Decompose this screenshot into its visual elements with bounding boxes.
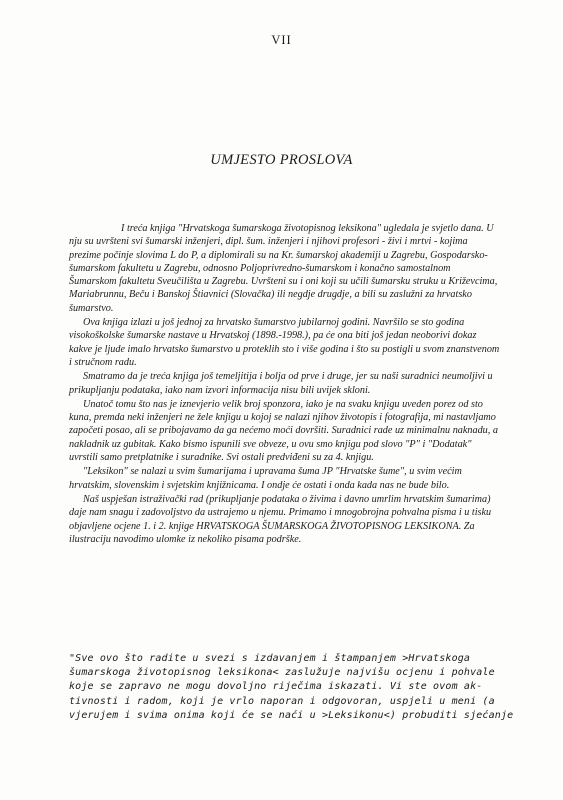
paragraph: "Leksikon" se nalazi u svim šumarijama i upravama šuma JP "Hrvatske šume", u svim većim hrvatskim, slovenskim i svjetskim knjižnicama. I ondje će ostati i onda kada nas ne bude bilo. — [69, 466, 462, 491]
page-title: UMJESTO PROSLOVA — [210, 152, 353, 168]
foreword-body — [69, 222, 500, 547]
paragraph: Smatramo da je treća knjiga još temeljitija i bolja od prve i druge, jer su naši suradnici neumoljivi u prikupljanju podataka, iako nam izvori informacija nisu bili uvijek skloni. — [69, 371, 493, 396]
paragraph: I treća knjiga "Hrvatskoga šumarskoga životopisnog leksikona" ugledala je svjetlo dana. U nju su uvršteni svi šumarski inženjeri, dipl. šum. inženjeri i njihovi profesori - živi i mrtvi - kojima prezime počinje slovima L do P, a diplomirali su na Kr. šumarskoj akademiji u Zagrebu, Gospodarsko-šumarskom fakultetu u Zagrebu, odnosno Poljoprivredno-šumarskom i konačno samostalnom Šumarskom fakultetu Sveučilišta u Zagrebu. Uvršteni su i oni koji su učili šumarsku struku u Križevcima, Mariabrunnu, Beču i Banskoj Štiavnici (Slovačka) ili negdje drugdje, a bili su zaslužni za hrvatsko šumarstvo. — [69, 223, 498, 314]
letter-quote — [69, 652, 514, 723]
paragraph: Naš uspješan istraživački rad (prikupljanje podataka o živima i davno umrlim hrvatskim šumarima) daje nam snagu i zadovoljstvo da ustrajemo u njemu. Primamo i mnogobrojna pohvalna pisma i u tisku objavljene ocjene 1. i 2. knjige HRVATSKOGA ŠUMARSKOGA ŽIVOTOPISNOG LEKSIKONA. Za ilustraciju navodimo ulomke iz nekoliko pisama podrške. — [69, 493, 492, 545]
quote-line: koje se zapravo ne mogu dovoljno riječima iskazati. Vi ste ovom ak- — [69, 681, 483, 693]
paragraph: Unatoč tomu što nas je iznevjerio velik broj sponzora, iako je na svaku knjigu uveden porez od sto kuna, premda neki inženjeri ne žele knjigu u kojoj se nalazi njihov životopis i fotografija, mi nastavljamo započeti posao, ali se pribojavamo da ga nećemo moći dovršiti. Suradnici rade uz minimalnu naknadu, a nakladnik uz gubitak. Kako bismo ispunili sve obveze, u ovu smo knjigu pod slovo "P" i "Dodatak" uvrstili samo pretplatnike i suradnike. Svi ostali predviđeni su za 4. knjigu. — [69, 398, 498, 464]
quote-line: tivnosti i radom, koji je vrlo naporan i odgovoran, uspjeli u meni (a — [69, 695, 495, 707]
page-number: VII — [271, 33, 292, 47]
paragraph: Ova knjiga izlazi u još jednoj za hrvatsko šumarstvo jubilarnoj godini. Navršilo se sto godina visokoškolske šumarske nastave u Hrvatskoj (1898.-1998.), pa će ona biti još jedan neoborivi dokaz kakve je ljude imalo hrvatsko šumarstvo u proteklih sto i više godina i što su postigli u svom znanstvenom i stručnom radu. — [69, 317, 500, 368]
quote-line: vjerujem i svima onima koji će se naći u >Leksikonu<) probuditi sjećanje — [69, 709, 514, 721]
quote-line: šumarskoga životopisnog leksikona< zaslužuje najvišu ocjenu i pohvale — [69, 667, 495, 679]
quote-line: "Sve ovo što radite u svezi s izdavanjem i štampanjem >Hrvatskoga — [69, 653, 471, 664]
